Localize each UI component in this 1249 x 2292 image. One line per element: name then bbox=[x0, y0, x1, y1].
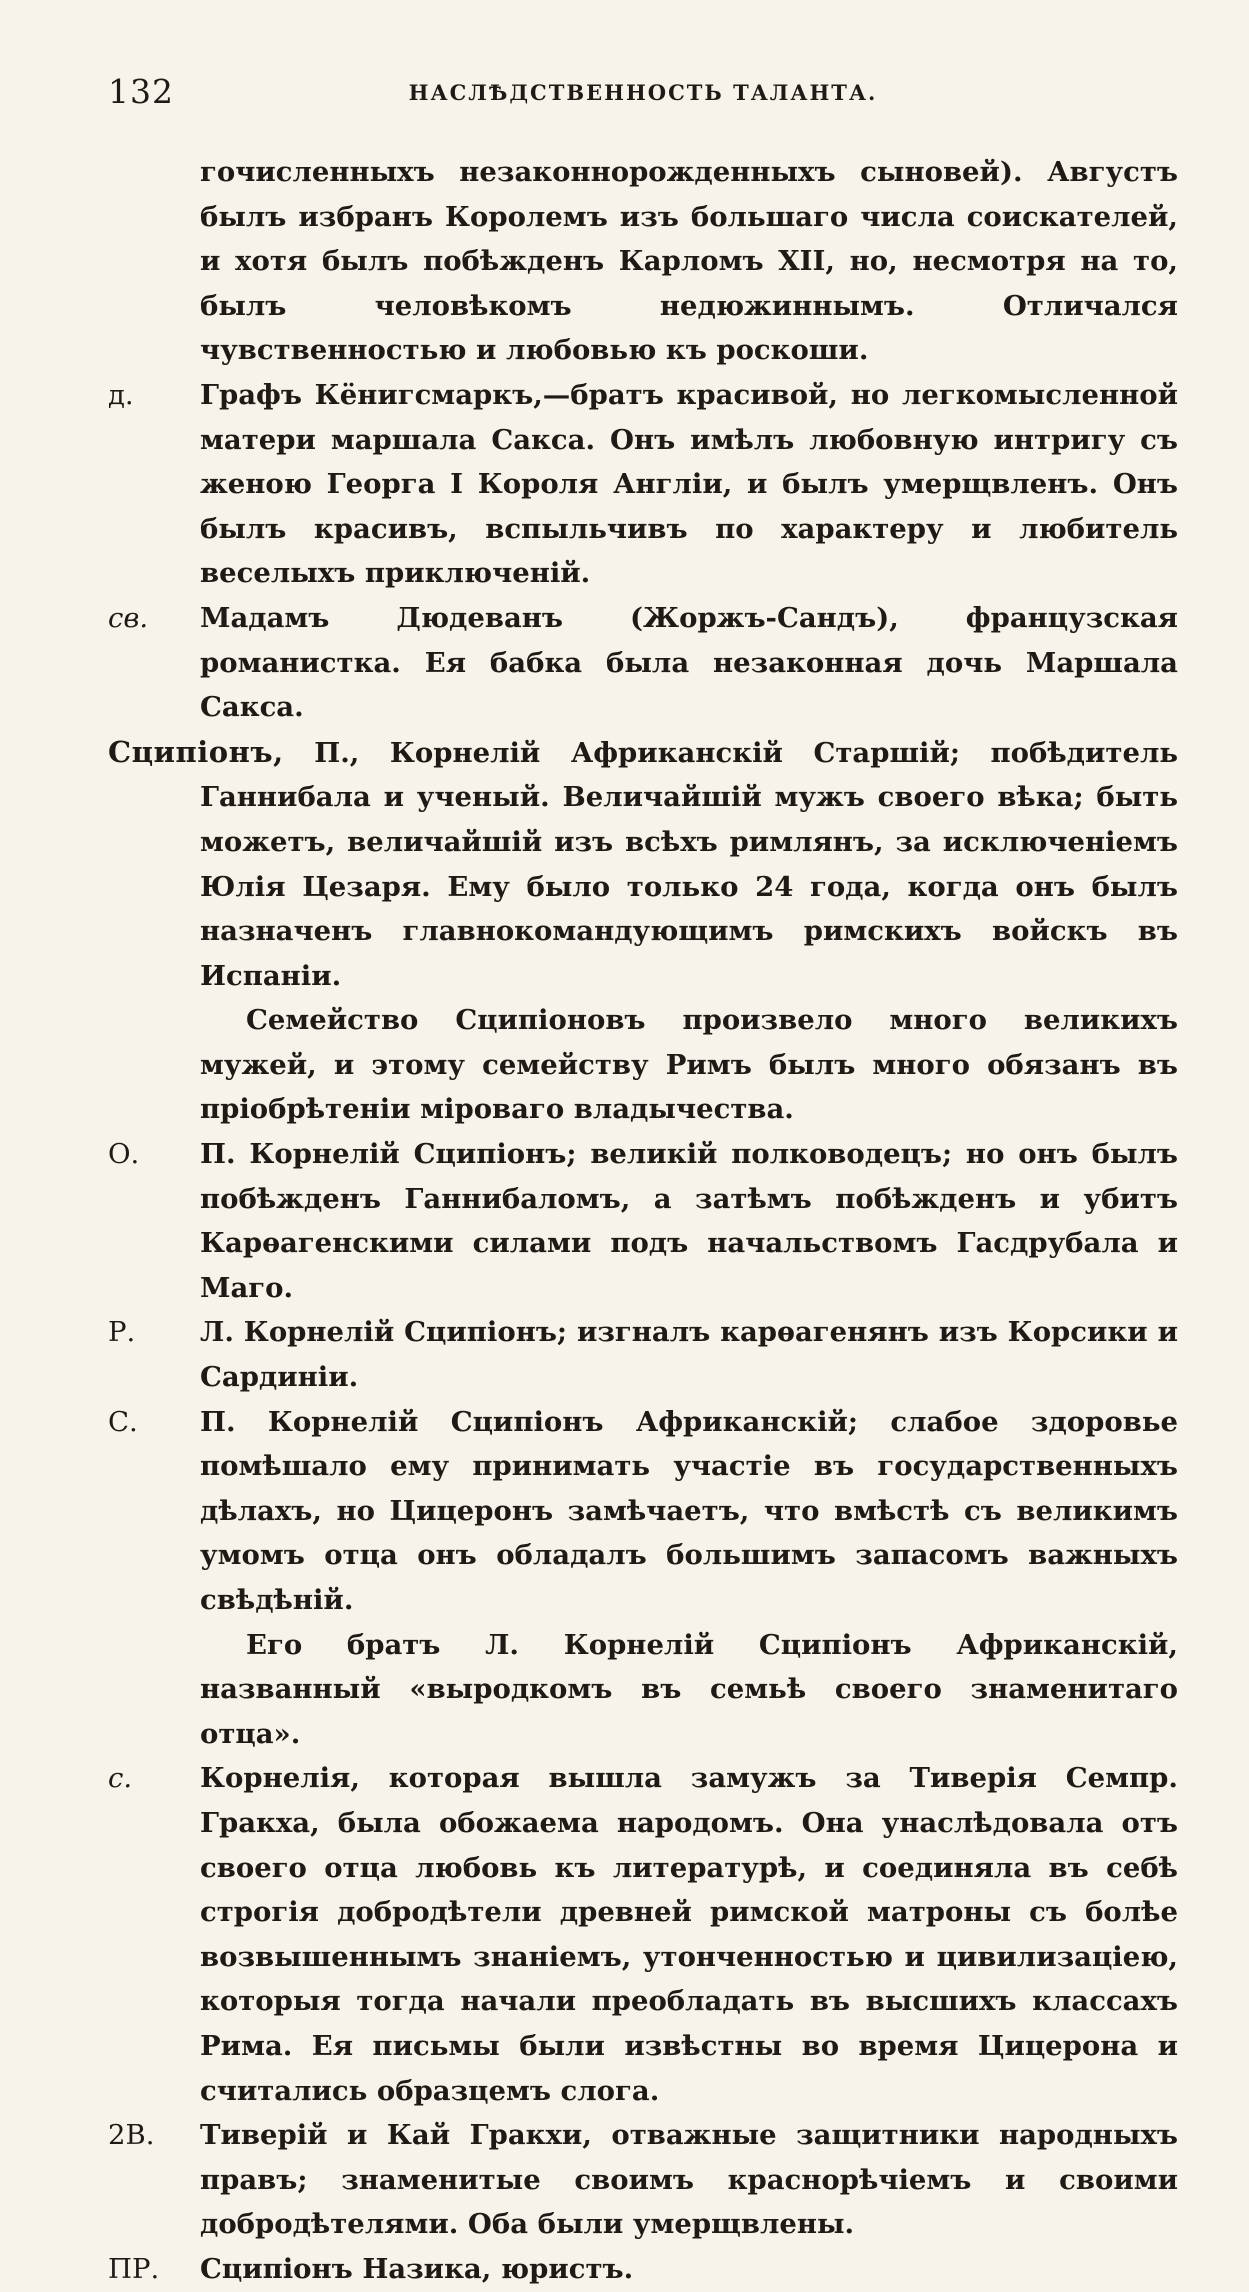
entry-marker: С. bbox=[108, 1405, 138, 1438]
entry-marker: 2В. bbox=[108, 2119, 155, 2152]
entry-marker: св. bbox=[108, 601, 149, 634]
page-number: 132 bbox=[108, 72, 174, 111]
page-header bbox=[108, 72, 1178, 122]
entry-headword: Сципіонъ, bbox=[108, 734, 284, 769]
entry-marker: ПР. bbox=[108, 2252, 160, 2285]
entry-text: Сципіонъ Назика, юристъ. bbox=[200, 2252, 634, 2285]
entry-marker: О. bbox=[108, 1138, 140, 1171]
entry-s-lower bbox=[108, 1756, 1178, 2113]
entry-sv bbox=[108, 596, 1178, 730]
continuation-paragraph: гочисленныхъ незаконнорожденныхъ сыновей). Августъ былъ избранъ Королемъ изъ большаго числа соискателей, и хотя былъ побѣжденъ Карломъ XII, но, несмотря на то, былъ человѣкомъ недюжиннымъ. Отличался чувственностью и любовью къ роскоши. bbox=[200, 156, 1178, 367]
entry-text: Тиверій и Кай Гракхи, отважные защитники народныхъ правъ; знаменитые своимъ краснорѣчіемъ и своими добродѣтелями. Оба были умерщвлены. bbox=[200, 2119, 1178, 2241]
entry-s bbox=[108, 1400, 1178, 1623]
family-paragraph: Семейство Сципіоновъ произвело много великихъ мужей, и этому семейству Римъ былъ много обязанъ въ пріобрѣтеніи міроваго владычества. bbox=[200, 1004, 1178, 1126]
entry-pr bbox=[108, 2247, 1178, 2292]
entry-text: Мадамъ Дюдеванъ (Жоржъ-Сандъ), французская романистка. Ея бабка была незаконная дочь Маршала Сакса. bbox=[200, 601, 1178, 724]
entry-d bbox=[108, 373, 1178, 596]
entry-text: Л. Корнелій Сципіонъ; изгналъ карѳагенянъ изъ Корсики и Сардиніи. bbox=[200, 1316, 1178, 1394]
entry-text: Графъ Кёнигсмаркъ,—братъ красивой, но легкомысленной матери маршала Сакса. Онъ имѣлъ любовную интригу съ женою Георга I Короля Англіи, и былъ умерщвленъ. Онъ былъ красивъ, вспыльчивъ по характеру и любитель веселыхъ приключеній. bbox=[200, 378, 1178, 590]
entry-text: П., Корнелій Африканскій Старшій; побѣдитель Ганнибала и ученый. Величайшій мужъ своего вѣка; быть можетъ, величайшій изъ всѣхъ римлянъ, за исключеніемъ Юлія Цезаря. Ему было только 24 года, когда онъ былъ назначенъ главнокомандующимъ римскихъ войскъ въ Испаніи. bbox=[200, 736, 1178, 992]
entry-2v bbox=[108, 2113, 1178, 2247]
entry-marker: д. bbox=[108, 378, 134, 411]
running-title: НАСЛѢДСТВЕННОСТЬ ТАЛАНТА. bbox=[408, 80, 878, 105]
entry-text: Корнелія, которая вышла замужъ за Тиверія Семпр. Гракха, была обожаема народомъ. Она унаслѣдовала отъ своего отца любовь къ литературѣ, и соединяла въ себѣ строгія добродѣтели древней римской матроны съ болѣе возвышеннымъ знаніемъ, утонченностью и цивилизаціею, которыя тогда начали преобладать въ высшихъ классахъ Рима. Ея письмы были извѣстны во время Цицерона и считались образцемъ слога. bbox=[200, 1762, 1178, 2107]
entry-text: П. Корнелій Сципіонъ; великій полководецъ; но онъ былъ побѣжденъ Ганнибаломъ, а затѣмъ побѣжденъ и убитъ Карѳагенскими силами подъ начальствомъ Гасдрубала и Маго. bbox=[200, 1138, 1178, 1304]
entry-scipio bbox=[108, 730, 1178, 999]
page-body bbox=[108, 150, 1178, 2292]
entry-text: П. Корнелій Сципіонъ Африканскій; слабое здоровье помѣшало ему принимать участіе въ государственныхъ дѣлахъ, но Цицеронъ замѣчаетъ, что вмѣстѣ съ великимъ умомъ отца онъ обладалъ большимъ запасомъ важныхъ свѣдѣній. bbox=[200, 1405, 1178, 1616]
brother-paragraph: Его братъ Л. Корнелій Сципіонъ Африканскій, названный «выродкомъ въ семьѣ своего знаменитаго отца». bbox=[200, 1628, 1178, 1750]
entry-marker: Р. bbox=[108, 1316, 136, 1349]
entry-o bbox=[108, 1132, 1178, 1310]
entry-r bbox=[108, 1310, 1178, 1399]
entry-marker: с. bbox=[108, 1762, 133, 1795]
